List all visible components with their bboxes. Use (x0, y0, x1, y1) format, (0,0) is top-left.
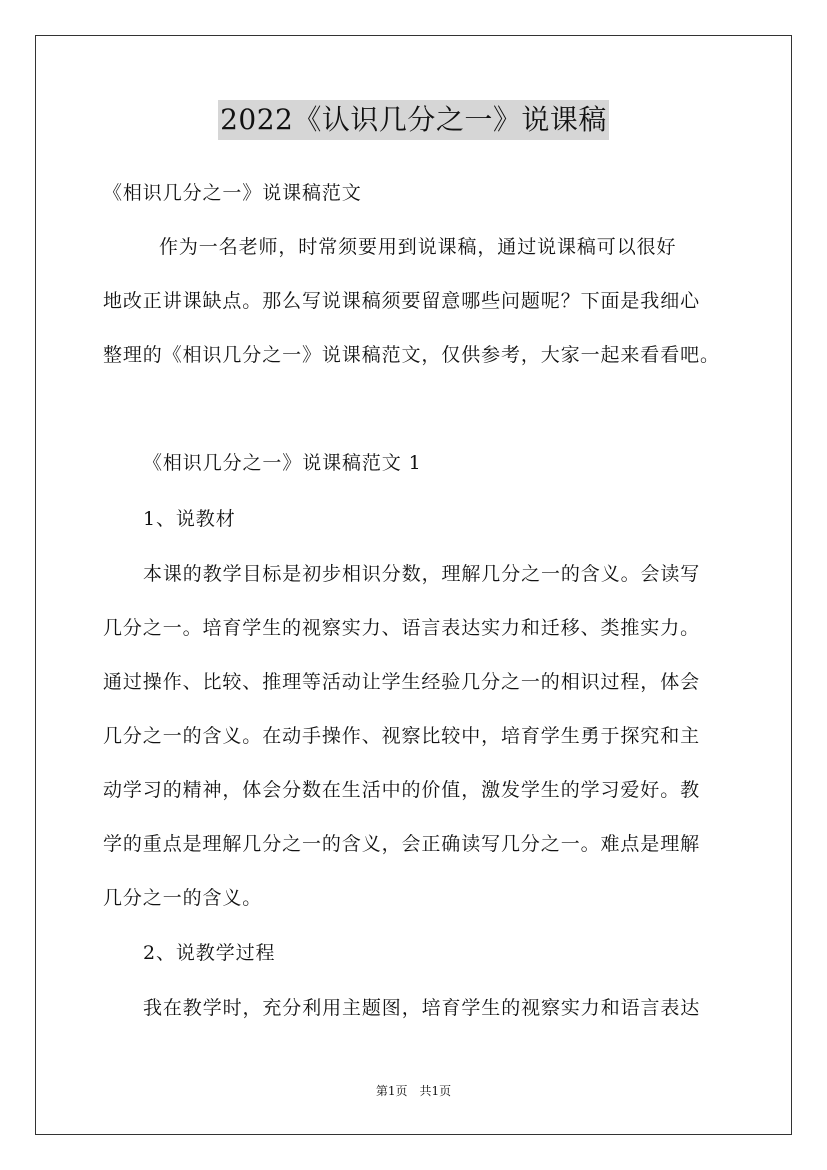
intro-line: 作为一名老师，时常须要用到说课稿，通过说课稿可以很好 (159, 236, 677, 258)
paragraph-line: 本课的教学目标是初步相识分数，理解几分之一的含义。会读写 (143, 563, 701, 585)
section-title: 《相识几分之一》说课稿范文 1 (143, 452, 422, 474)
paragraph-line: 通过操作、比较、推理等活动让学生经验几分之一的相识过程，体会 (103, 671, 701, 693)
heading-teaching-material: 1、说教材 (143, 508, 236, 530)
title-container (0, 100, 827, 140)
paragraph-line: 几分之一。培育学生的视察实力、语言表达实力和迁移、类推实力。 (103, 617, 701, 639)
page-number: 第1页 共1页 (375, 1084, 452, 1098)
intro-line: 地改正讲课缺点。那么写说课稿须要留意哪些问题呢？下面是我细心 (103, 290, 701, 312)
paragraph-line: 我在教学时，充分利用主题图，培育学生的视察实力和语言表达 (143, 997, 701, 1019)
document-title: 2022《认识几分之一》说课稿 (218, 100, 609, 140)
intro-line: 整理的《相识几分之一》说课稿范文，仅供参考，大家一起来看看吧。 (103, 344, 720, 366)
paragraph-line: 几分之一的含义。 (103, 887, 263, 909)
paragraph-line: 动学习的精神，体会分数在生活中的价值，激发学生的学习爱好。教 (103, 779, 701, 801)
paragraph-line: 几分之一的含义。在动手操作、视察比较中，培育学生勇于探究和主 (103, 725, 701, 747)
paragraph-line: 学的重点是理解几分之一的含义，会正确读写几分之一。难点是理解 (103, 833, 701, 855)
document-subtitle: 《相识几分之一》说课稿范文 (103, 182, 362, 204)
heading-teaching-process: 2、说教学过程 (143, 942, 276, 964)
